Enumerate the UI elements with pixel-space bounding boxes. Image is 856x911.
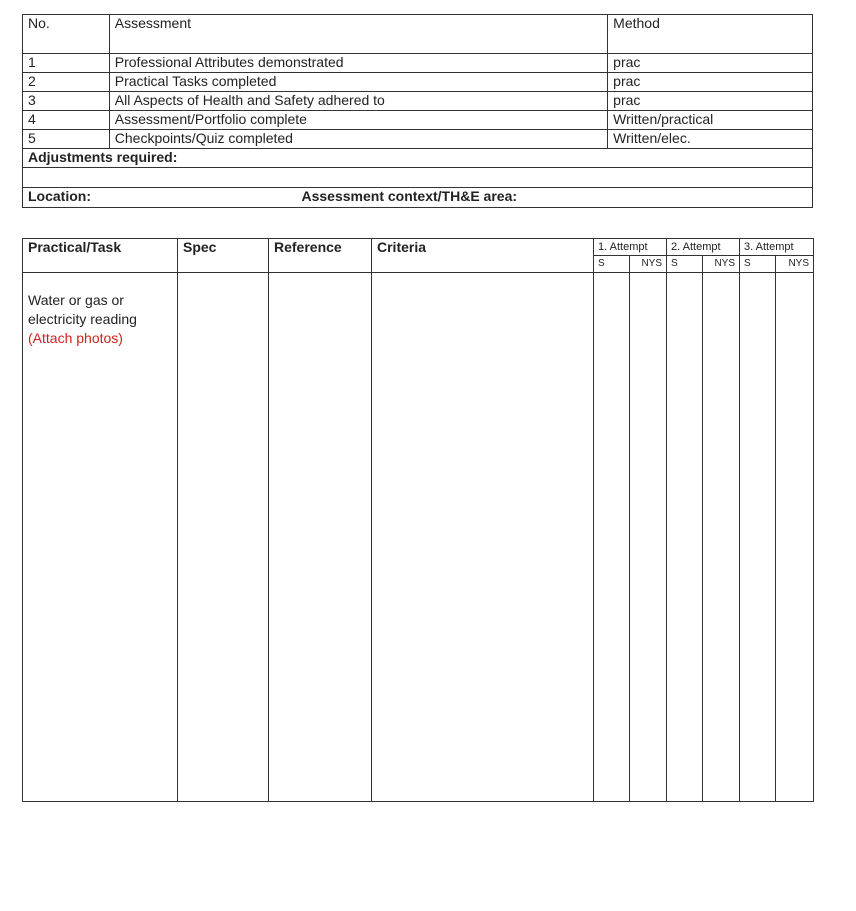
task-cell: [23, 273, 178, 802]
header-no: No.: [23, 15, 110, 54]
attach-photos-note: (Attach photos): [28, 330, 123, 346]
adjustments-input-area[interactable]: [23, 168, 813, 188]
adjustments-row: [23, 149, 813, 168]
attempt-1-header: 1. Attempt: [594, 239, 667, 256]
table-row: [23, 73, 813, 92]
header-method: Method: [608, 15, 813, 54]
attempt-1-s-cell[interactable]: [594, 273, 630, 802]
row-no: 2: [23, 73, 110, 92]
attempt-2-nys-cell[interactable]: [703, 273, 740, 802]
attempt-3-s-cell[interactable]: [740, 273, 776, 802]
attempt-1-s: S: [594, 256, 630, 273]
attempt-1-nys-cell[interactable]: [630, 273, 667, 802]
table-row: [23, 130, 813, 149]
location-label: Location:: [28, 188, 91, 204]
criteria-cell[interactable]: [372, 273, 594, 802]
row-no: 1: [23, 54, 110, 73]
row-assessment: All Aspects of Health and Safety adhered to: [109, 92, 607, 111]
row-assessment: Checkpoints/Quiz completed: [109, 130, 607, 149]
task-row: [23, 273, 814, 802]
row-no: 4: [23, 111, 110, 130]
assessment-table: [22, 14, 813, 208]
attempt-3-nys-cell[interactable]: [776, 273, 814, 802]
reference-cell[interactable]: [269, 273, 372, 802]
table-row: [23, 111, 813, 130]
location-cell[interactable]: [23, 188, 813, 208]
row-no: 5: [23, 130, 110, 149]
attempt-3-header: 3. Attempt: [740, 239, 814, 256]
header-criteria: Criteria: [372, 239, 594, 273]
row-method: Written/elec.: [608, 130, 813, 149]
row-method: Written/practical: [608, 111, 813, 130]
spec-cell[interactable]: [178, 273, 269, 802]
row-no: 3: [23, 92, 110, 111]
table-row: [23, 92, 813, 111]
header-practical-task: Practical/Task: [23, 239, 178, 273]
attempt-2-s-cell[interactable]: [667, 273, 703, 802]
assessment-header-row: [23, 15, 813, 54]
attempt-1-nys: NYS: [630, 256, 667, 273]
header-reference: Reference: [269, 239, 372, 273]
row-assessment: Professional Attributes demonstrated: [109, 54, 607, 73]
row-method: prac: [608, 92, 813, 111]
row-method: prac: [608, 73, 813, 92]
header-spec: Spec: [178, 239, 269, 273]
attempt-3-nys: NYS: [776, 256, 814, 273]
adjustments-field[interactable]: [23, 168, 813, 188]
location-row: [23, 188, 813, 208]
row-assessment: Assessment/Portfolio complete: [109, 111, 607, 130]
attempt-3-s: S: [740, 256, 776, 273]
header-assessment: Assessment: [109, 15, 607, 54]
row-method: prac: [608, 54, 813, 73]
attempt-2-nys: NYS: [703, 256, 740, 273]
context-label: Assessment context/TH&E area:: [301, 188, 518, 204]
attempt-2-header: 2. Attempt: [667, 239, 740, 256]
attempt-2-s: S: [667, 256, 703, 273]
row-assessment: Practical Tasks completed: [109, 73, 607, 92]
task-text: Water or gas or electricity reading: [28, 292, 137, 327]
task-table: [22, 238, 814, 802]
table-row: [23, 54, 813, 73]
adjustments-label: Adjustments required:: [23, 149, 813, 168]
